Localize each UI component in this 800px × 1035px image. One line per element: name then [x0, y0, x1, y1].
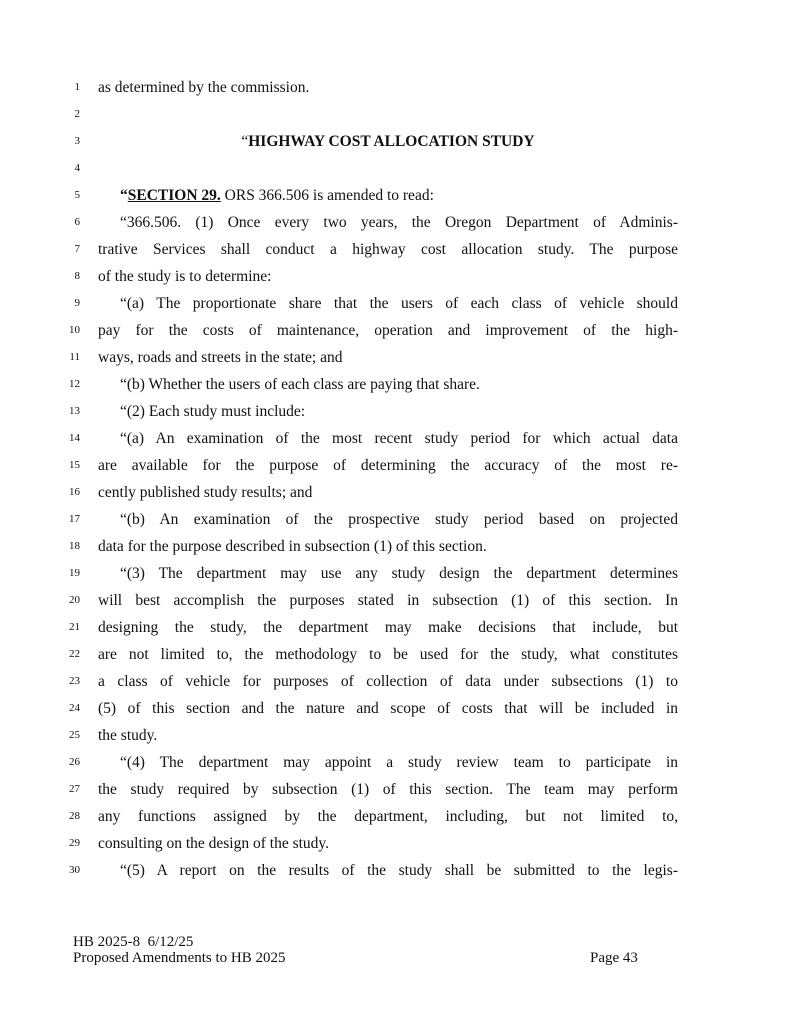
line-25: [0, 722, 800, 749]
line-number: 5: [74, 189, 80, 201]
line-number: 4: [74, 162, 80, 174]
line-number: 11: [69, 351, 80, 363]
line-text: “(b) An examination of the prospective study period based on projected: [120, 511, 678, 528]
line-number: 21: [69, 621, 80, 633]
line-number: 1: [74, 81, 80, 93]
line-10: [0, 317, 800, 344]
line-text: “(5) A report on the results of the study shall be submitted to the legis-: [120, 862, 678, 879]
line-1: [0, 74, 800, 101]
line-5: [0, 182, 800, 209]
line-text: “(a) The proportionate share that the users of each class of vehicle should: [120, 295, 678, 312]
line-number: 20: [69, 594, 80, 606]
heading-quote: “: [241, 133, 249, 150]
line-number: 25: [69, 729, 80, 741]
section-quote: “: [120, 187, 128, 204]
line-16: [0, 479, 800, 506]
line-number: 10: [69, 324, 80, 336]
line-text: “(4) The department may appoint a study review team to participate in: [120, 754, 678, 771]
section-heading: [98, 128, 678, 155]
line-text: are available for the purpose of determining the accuracy of the most re-: [98, 457, 678, 474]
line-text: cently published study results; and: [98, 484, 313, 501]
line-number: 23: [69, 675, 80, 687]
line-18: [0, 533, 800, 560]
line-number: 26: [69, 756, 80, 768]
line-22: [0, 641, 800, 668]
line-29: [0, 830, 800, 857]
line-24: [0, 695, 800, 722]
line-8: [0, 263, 800, 290]
line-4: [0, 155, 800, 182]
line-number: 15: [69, 459, 80, 471]
line-number: 30: [69, 864, 80, 876]
line-30: [0, 857, 800, 884]
line-text: will best accomplish the purposes stated in subsection (1) of this section. In: [98, 592, 678, 609]
line-26: [0, 749, 800, 776]
line-2: [0, 101, 800, 128]
line-number: 22: [69, 648, 80, 660]
line-number: 9: [74, 297, 80, 309]
line-23: [0, 668, 800, 695]
line-text: [120, 182, 678, 209]
line-text: the study.: [98, 727, 158, 744]
line-text: trative Services shall conduct a highway cost allocation study. The purpose: [98, 241, 678, 258]
line-text: a class of vehicle for purposes of collection of data under subsections (1) to: [98, 673, 678, 690]
line-text: of the study is to determine:: [98, 268, 272, 285]
line-text: (5) of this section and the nature and scope of costs that will be included in: [98, 700, 678, 717]
section-label: SECTION 29.: [127, 187, 221, 204]
line-15: [0, 452, 800, 479]
footer-bill-version: HB 2025-8 6/12/25: [73, 934, 194, 950]
line-text: “(a) An examination of the most recent study period for which actual data: [120, 430, 678, 447]
line-number: 16: [69, 486, 80, 498]
line-text: pay for the costs of maintenance, operation and improvement of the high-: [98, 322, 678, 339]
line-3: [0, 128, 800, 155]
line-number: 6: [74, 216, 80, 228]
line-12: [0, 371, 800, 398]
line-text: “(3) The department may use any study design the department determines: [120, 565, 678, 582]
line-number: 17: [69, 513, 80, 525]
line-14: [0, 425, 800, 452]
line-number: 8: [74, 270, 80, 282]
line-28: [0, 803, 800, 830]
line-21: [0, 614, 800, 641]
line-27: [0, 776, 800, 803]
line-number: 13: [69, 405, 80, 417]
line-text: consulting on the design of the study.: [98, 835, 330, 852]
line-number: 12: [69, 378, 80, 390]
line-17: [0, 506, 800, 533]
line-text: designing the study, the department may make decisions that include, but: [98, 619, 678, 636]
line-9: [0, 290, 800, 317]
line-text: “366.506. (1) Once every two years, the Oregon Department of Adminis-: [120, 214, 678, 231]
line-text: are not limited to, the methodology to be used for the study, what constitutes: [98, 646, 678, 663]
section-rest: ORS 366.506 is amended to read:: [220, 187, 434, 204]
line-6: [0, 209, 800, 236]
line-number: 19: [69, 567, 80, 579]
line-11: [0, 344, 800, 371]
line-text: as determined by the commission.: [98, 79, 310, 96]
line-number: 24: [69, 702, 80, 714]
line-text: data for the purpose described in subsection (1) of this section.: [98, 538, 487, 555]
line-number: 28: [69, 810, 80, 822]
line-text: the study required by subsection (1) of this section. The team may perform: [98, 781, 678, 798]
line-number: 2: [74, 108, 80, 120]
line-text: “(b) Whether the users of each class are paying that share.: [120, 376, 480, 393]
line-20: [0, 587, 800, 614]
line-number: 14: [69, 432, 80, 444]
footer-description: Proposed Amendments to HB 2025: [73, 950, 286, 966]
line-number: 18: [69, 540, 80, 552]
line-19: [0, 560, 800, 587]
line-7: [0, 236, 800, 263]
line-number: 7: [74, 243, 80, 255]
heading-text: HIGHWAY COST ALLOCATION STUDY: [248, 133, 535, 150]
line-number: 29: [69, 837, 80, 849]
line-number: 27: [69, 783, 80, 795]
line-number: 3: [74, 135, 80, 147]
line-text: any functions assigned by the department, including, but not limited to,: [98, 808, 678, 825]
footer-page-number: Page 43: [590, 950, 638, 966]
line-13: [0, 398, 800, 425]
line-text: “(2) Each study must include:: [120, 403, 306, 420]
line-text: ways, roads and streets in the state; and: [98, 349, 343, 366]
